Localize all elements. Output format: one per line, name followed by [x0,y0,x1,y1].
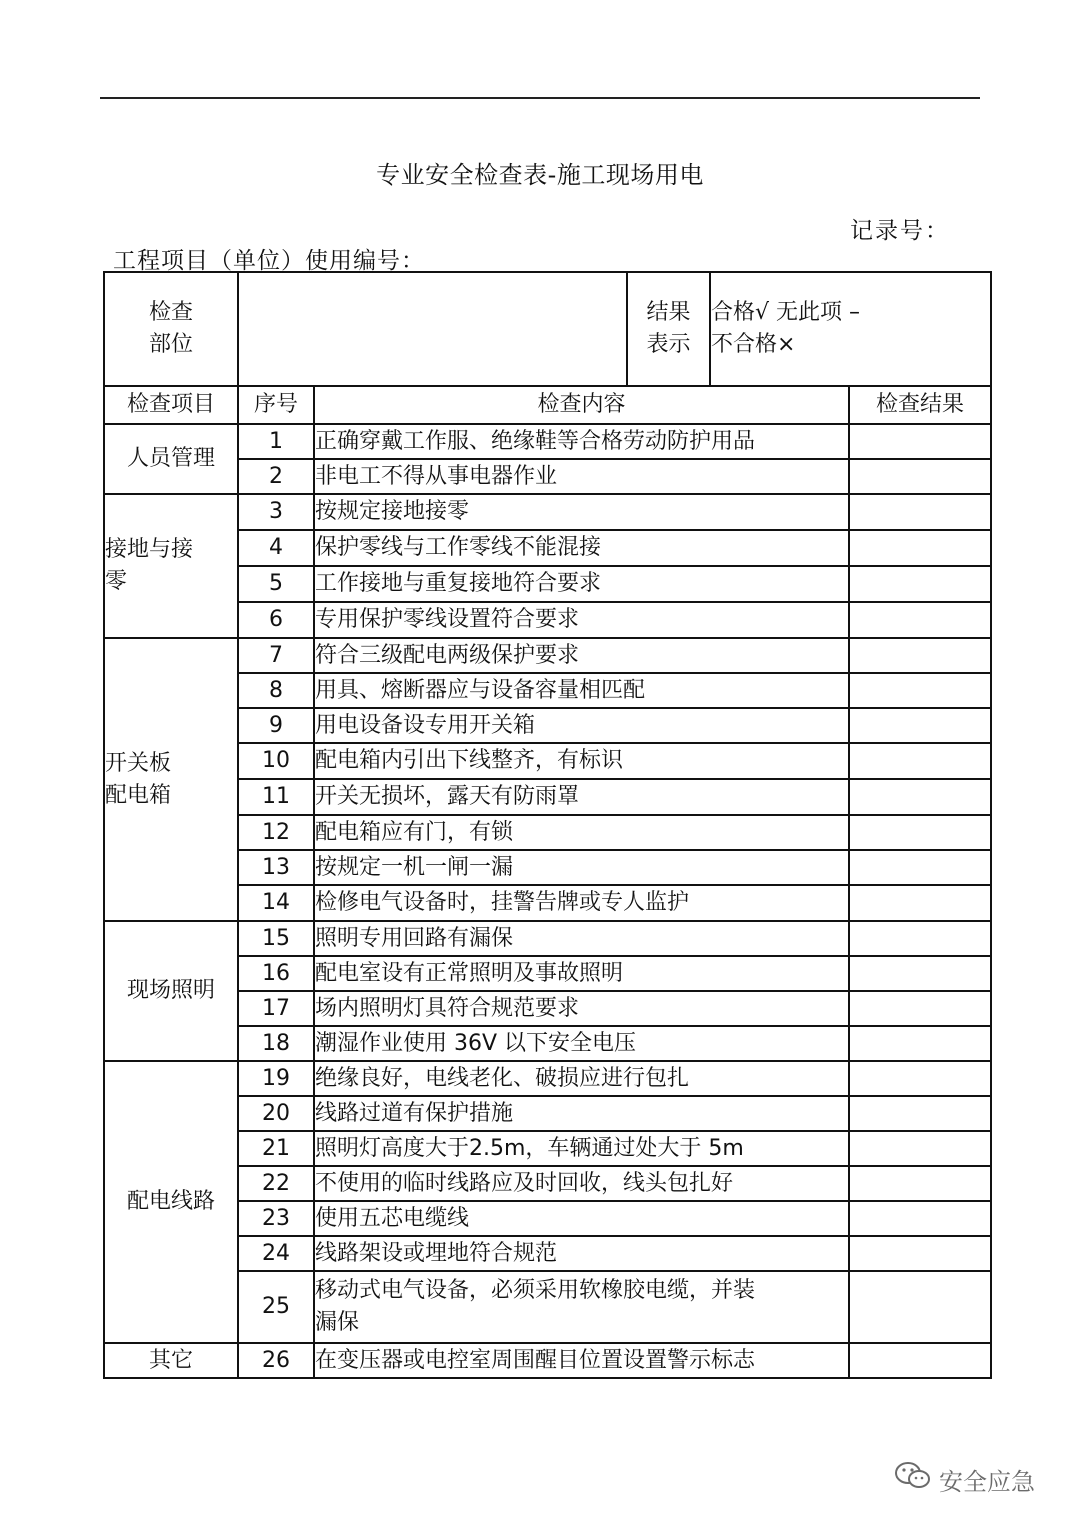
table-row [104,638,991,673]
table-row [104,673,991,708]
table-row [104,815,991,850]
result-cell[interactable] [849,815,991,850]
watermark [893,1458,1035,1500]
seq-cell: 20 [238,1096,314,1131]
result-cell[interactable] [849,885,991,921]
top-rule [100,97,980,99]
content-cell: 工作接地与重复接地符合要求 [314,566,849,602]
inspection-table [103,271,992,1379]
content-cell: 配电箱应有门，有锁 [314,815,849,850]
content-cell: 在变压器或电控室周围醒目位置设置警示标志 [314,1343,849,1378]
category-cell: 配电线路 [104,1061,238,1343]
header-block-row [104,272,991,386]
col-header-result: 检查结果 [849,386,991,424]
content-cell: 照明专用回路有漏保 [314,921,849,956]
result-cell[interactable] [849,1026,991,1061]
result-cell[interactable] [849,673,991,708]
content-cell: 用具、熔断器应与设备容量相匹配 [314,673,849,708]
seq-cell: 5 [238,566,314,602]
result-cell[interactable] [849,1061,991,1096]
content-cell: 场内照明灯具符合规范要求 [314,991,849,1026]
inspect-location-field[interactable] [238,272,627,386]
result-cell[interactable] [849,708,991,743]
content-cell: 不使用的临时线路应及时回收，线头包扎好 [314,1166,849,1201]
content-cell: 使用五芯电缆线 [314,1201,849,1236]
result-cell[interactable] [849,424,991,459]
content-cell: 配电箱内引出下线整齐，有标识 [314,743,849,779]
content-cell: 用电设备设专用开关箱 [314,708,849,743]
table-row [104,1236,991,1271]
content-cell: 检修电气设备时，挂警告牌或专人监护 [314,885,849,921]
table-row [104,1271,991,1343]
table-row [104,424,991,459]
category-cell: 接地与接 零 [104,494,238,638]
content-cell: 照明灯高度大于2.5m，车辆通过处大于 5m [314,1131,849,1166]
seq-cell: 4 [238,530,314,566]
seq-cell: 26 [238,1343,314,1378]
result-cell[interactable] [849,779,991,815]
table-row [104,530,991,566]
seq-cell: 15 [238,921,314,956]
inspect-location-label: 检查 部位 [104,272,238,386]
result-cell[interactable] [849,602,991,638]
table-row [104,494,991,530]
result-cell[interactable] [849,1131,991,1166]
seq-cell: 13 [238,850,314,885]
result-cell[interactable] [849,494,991,530]
result-cell[interactable] [849,743,991,779]
seq-cell: 23 [238,1201,314,1236]
category-cell: 人员管理 [104,424,238,494]
seq-cell: 3 [238,494,314,530]
result-cell[interactable] [849,459,991,494]
category-cell: 现场照明 [104,921,238,1061]
table-row [104,779,991,815]
seq-cell: 12 [238,815,314,850]
content-cell: 保护零线与工作零线不能混接 [314,530,849,566]
seq-cell: 6 [238,602,314,638]
table-row [104,991,991,1026]
content-cell: 线路架设或埋地符合规范 [314,1236,849,1271]
column-header-row [104,386,991,424]
seq-cell: 1 [238,424,314,459]
table-row [104,708,991,743]
content-cell: 非电工不得从事电器作业 [314,459,849,494]
col-header-seq: 序号 [238,386,314,424]
result-cell[interactable] [849,956,991,991]
content-cell: 开关无损坏，露天有防雨罩 [314,779,849,815]
seq-cell: 22 [238,1166,314,1201]
table-row [104,921,991,956]
category-cell: 开关板 配电箱 [104,638,238,921]
table-row [104,602,991,638]
content-cell: 绝缘良好，电线老化、破损应进行包扎 [314,1061,849,1096]
seq-cell: 14 [238,885,314,921]
table-row [104,850,991,885]
table-row [104,743,991,779]
document-title: 专业安全检查表-施工现场用电 [376,161,704,189]
seq-cell: 10 [238,743,314,779]
result-cell[interactable] [849,991,991,1026]
result-cell[interactable] [849,1201,991,1236]
table-row [104,1026,991,1061]
table-row [104,566,991,602]
category-cell: 其它 [104,1343,238,1378]
result-legend: 合格√ 无此项 – 不合格× [710,272,991,386]
result-cell[interactable] [849,1096,991,1131]
table-row [104,885,991,921]
result-cell[interactable] [849,566,991,602]
seq-cell: 9 [238,708,314,743]
table-row [104,459,991,494]
result-cell[interactable] [849,530,991,566]
seq-cell: 17 [238,991,314,1026]
seq-cell: 2 [238,459,314,494]
content-cell: 专用保护零线设置符合要求 [314,602,849,638]
seq-cell: 19 [238,1061,314,1096]
result-cell[interactable] [849,1166,991,1201]
seq-cell: 18 [238,1026,314,1061]
content-cell: 潮湿作业使用 36V 以下安全电压 [314,1026,849,1061]
seq-cell: 8 [238,673,314,708]
table-row [104,1131,991,1166]
table-row [104,1201,991,1236]
col-header-category: 检查项目 [104,386,238,424]
table-row [104,1166,991,1201]
table-row [104,1061,991,1096]
result-cell[interactable] [849,1271,991,1343]
result-cell[interactable] [849,850,991,885]
table-row [104,956,991,991]
content-cell: 按规定一机一闸一漏 [314,850,849,885]
content-cell: 配电室设有正常照明及事故照明 [314,956,849,991]
content-cell: 正确穿戴工作服、绝缘鞋等合格劳动防护用品 [314,424,849,459]
result-cell[interactable] [849,1236,991,1271]
seq-cell: 25 [238,1271,314,1343]
table-row [104,1096,991,1131]
record-number-label: 记录号： [850,218,950,244]
seq-cell: 24 [238,1236,314,1271]
result-cell[interactable] [849,638,991,673]
wechat-icon [893,1460,939,1498]
col-header-content: 检查内容 [314,386,849,424]
project-label: 工程项目（单位）使用编号： [113,248,425,274]
result-legend-label: 结果 表示 [627,272,710,386]
content-cell: 移动式电气设备，必须采用软橡胶电缆，并装 漏保 [314,1271,849,1343]
seq-cell: 21 [238,1131,314,1166]
content-cell: 线路过道有保护措施 [314,1096,849,1131]
table-row [104,1343,991,1378]
seq-cell: 16 [238,956,314,991]
seq-cell: 7 [238,638,314,673]
content-cell: 符合三级配电两级保护要求 [314,638,849,673]
content-cell: 按规定接地接零 [314,494,849,530]
result-cell[interactable] [849,921,991,956]
watermark-text: 安全应急 [939,1467,1035,1496]
result-cell[interactable] [849,1343,991,1378]
seq-cell: 11 [238,779,314,815]
